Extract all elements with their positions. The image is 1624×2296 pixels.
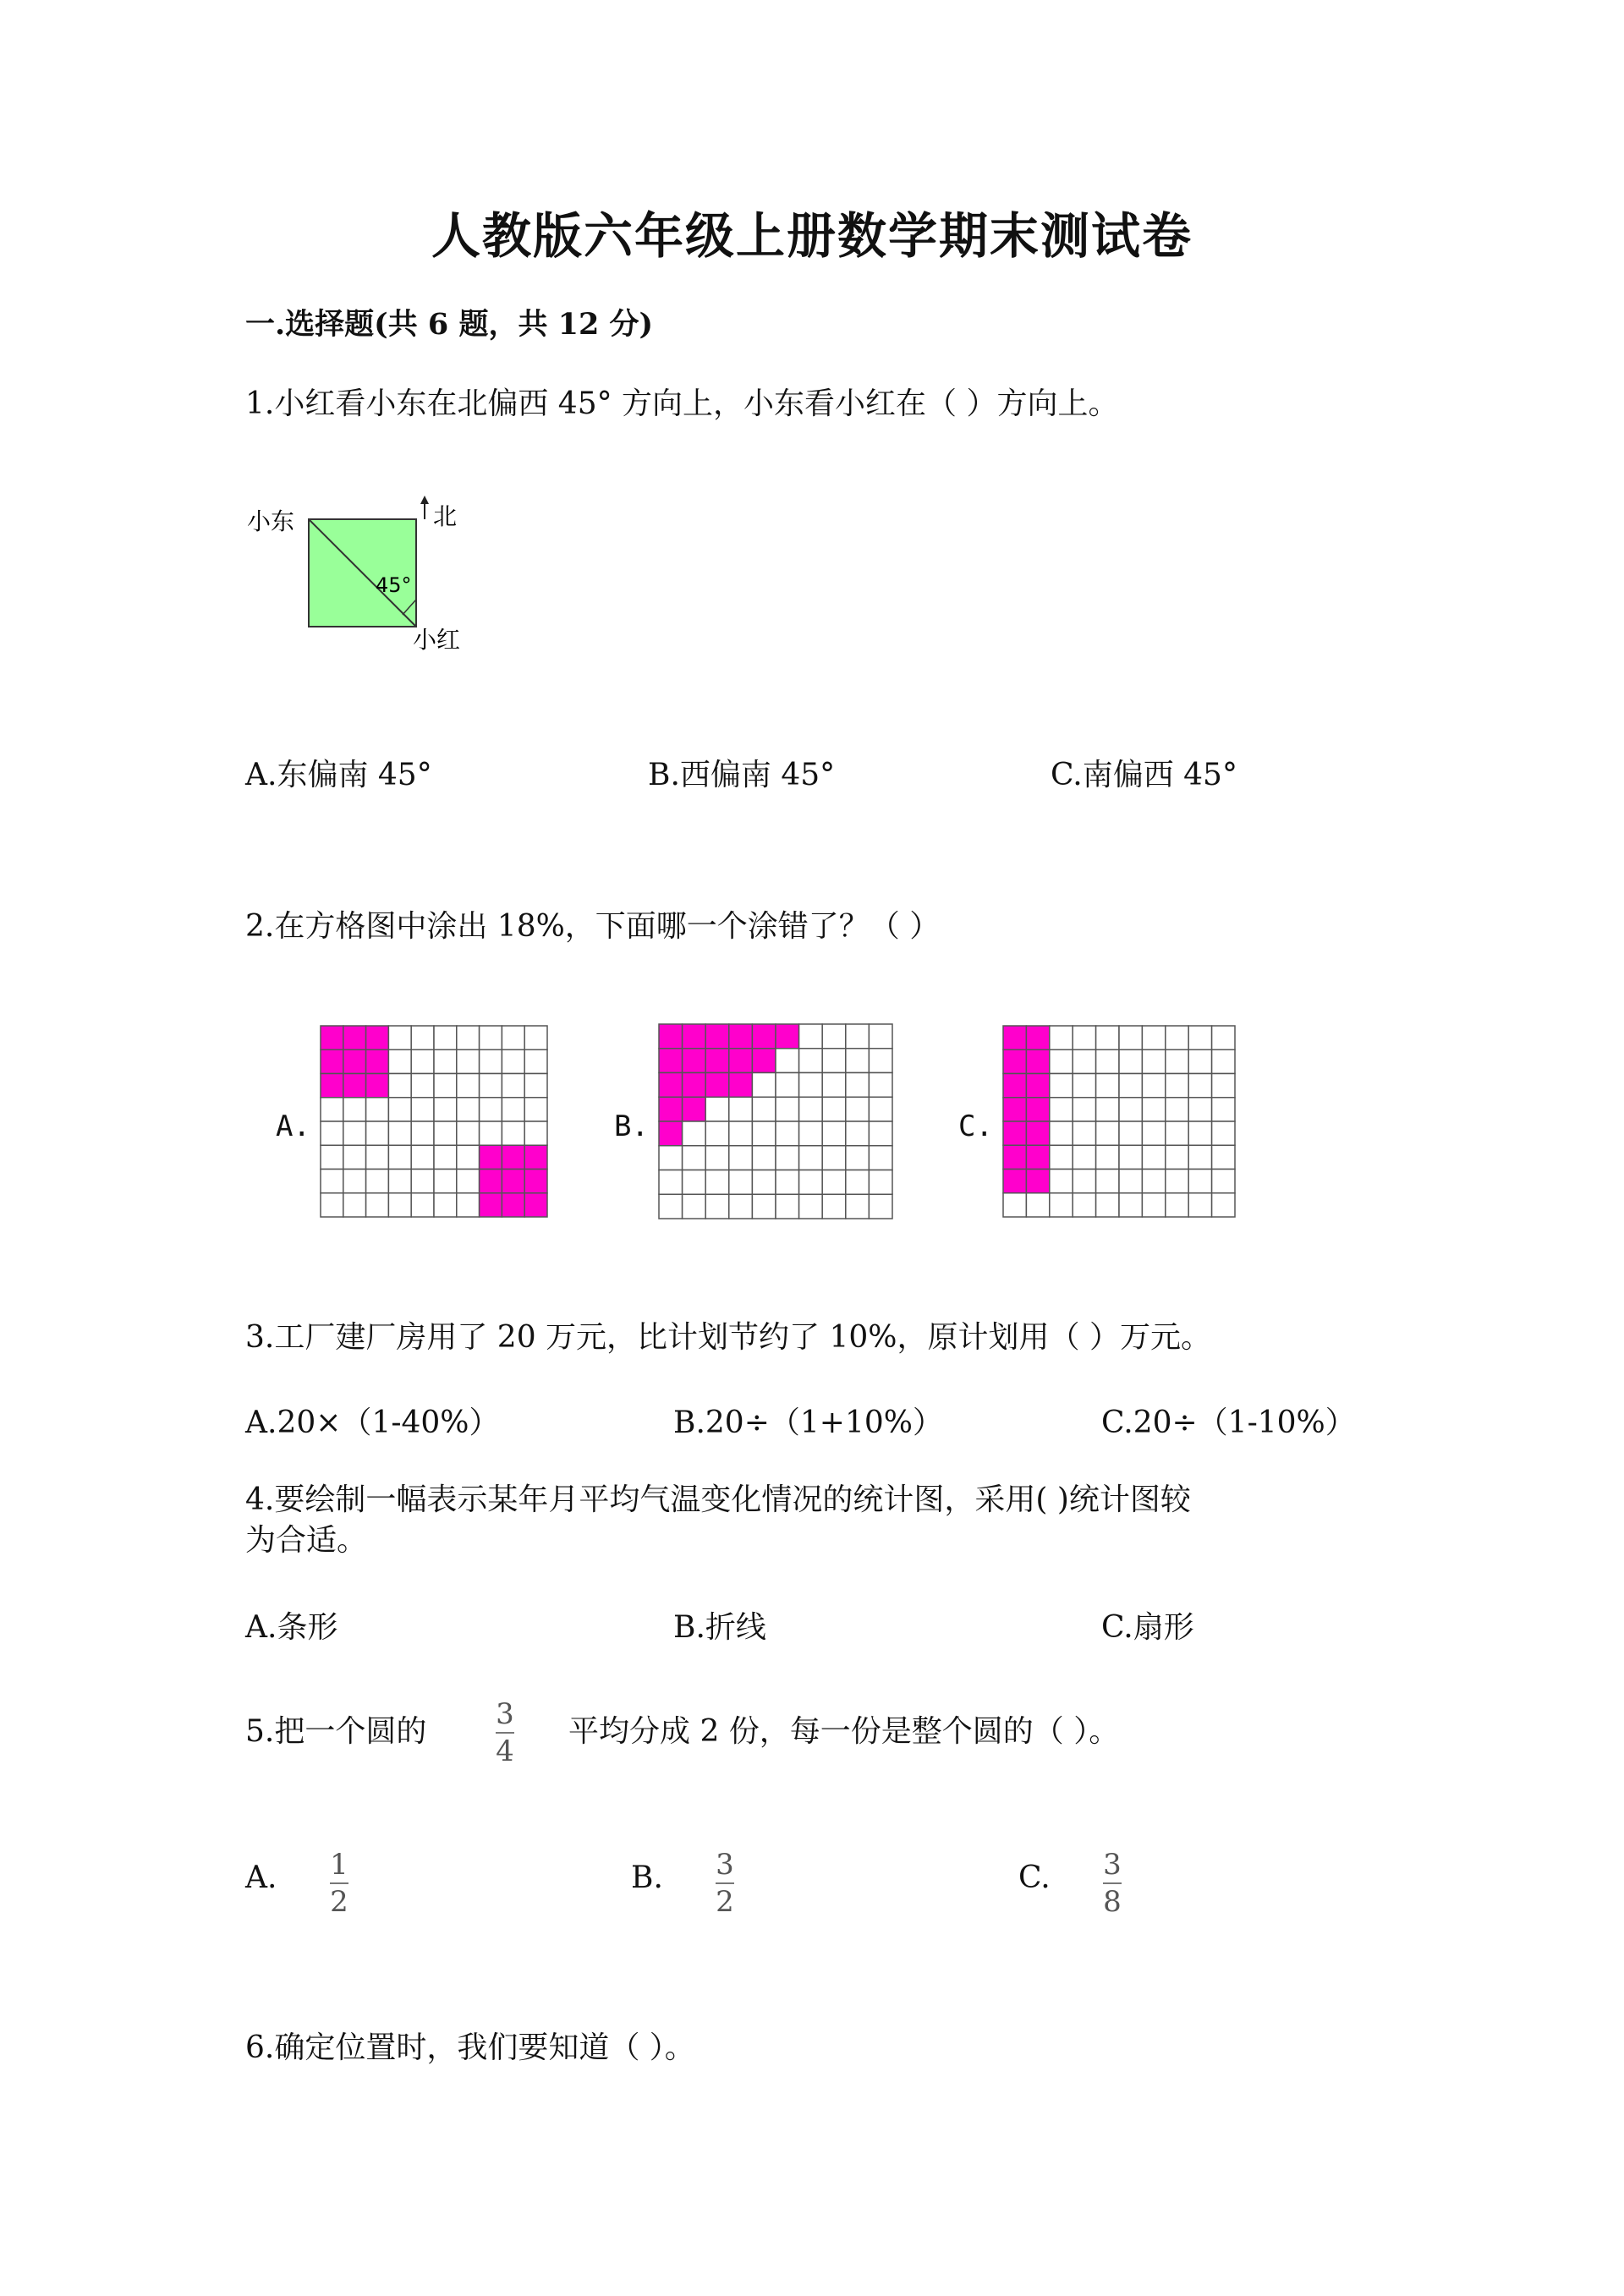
option-a-numerator: 1 — [330, 1848, 348, 1882]
grid-cell — [1212, 1170, 1235, 1193]
grid-cell — [366, 1193, 389, 1217]
grid-cell — [1026, 1049, 1049, 1073]
grid-cell — [343, 1026, 366, 1049]
grid-cell — [457, 1193, 480, 1217]
grid-cell — [1212, 1121, 1235, 1145]
grid-cell — [1003, 1074, 1026, 1098]
grid-cell — [799, 1121, 823, 1146]
grid-cell — [1096, 1170, 1119, 1193]
grid-cell — [729, 1073, 753, 1098]
grid-cell — [752, 1146, 776, 1170]
grid-cell — [480, 1049, 502, 1073]
label-xiaohong: 小红 — [413, 626, 461, 654]
grid-cell — [1188, 1074, 1211, 1098]
grid-cell — [1188, 1145, 1211, 1169]
question-4-line1: 4.要绘制一幅表示某年月平均气温变化情况的统计图，采用( )统计图较 — [245, 1482, 1191, 1517]
grid-cell — [1050, 1145, 1073, 1169]
grid-cell — [799, 1146, 823, 1170]
grid-cell — [1166, 1193, 1188, 1217]
grid-cell — [1119, 1121, 1142, 1145]
grid-cell — [683, 1170, 706, 1195]
grid-cell — [705, 1049, 729, 1073]
option-c-numerator: 3 — [1103, 1848, 1122, 1882]
grid-cell — [1096, 1145, 1119, 1169]
grid-cell — [502, 1121, 524, 1145]
grid-cell — [799, 1073, 823, 1098]
grid-cell — [752, 1194, 776, 1219]
grid-cell — [457, 1121, 480, 1145]
grid-cell — [1003, 1098, 1026, 1121]
grid-cell — [388, 1145, 411, 1169]
option-c-denominator: 8 — [1103, 1885, 1122, 1919]
grid-cell — [1212, 1026, 1235, 1049]
grid-cell — [869, 1121, 892, 1146]
grid-cell — [1096, 1074, 1119, 1098]
grid-cell — [1096, 1193, 1119, 1217]
grid-cell — [366, 1170, 389, 1193]
q5-option-a-label[interactable]: A. — [245, 1860, 277, 1895]
grid-cell — [752, 1024, 776, 1049]
q4-option-b[interactable]: B.折线 — [673, 1610, 766, 1645]
grid-cell — [388, 1074, 411, 1098]
grid-cell — [1050, 1098, 1073, 1121]
grid-cell — [799, 1097, 823, 1121]
q5-fraction-numerator: 3 — [496, 1697, 514, 1731]
grid-cell — [1026, 1121, 1049, 1145]
grid-cell — [846, 1146, 870, 1170]
grid-cell — [1026, 1170, 1049, 1193]
grid-cell — [480, 1170, 502, 1193]
grid-cell — [776, 1097, 799, 1121]
grid-cell — [752, 1170, 776, 1195]
grid-cell — [683, 1194, 706, 1219]
grid-cell — [729, 1024, 753, 1049]
grid-cell — [869, 1049, 892, 1073]
grid-cell — [480, 1121, 502, 1145]
grid-cell — [457, 1049, 480, 1073]
grid-cell — [822, 1024, 846, 1049]
grid-cell — [457, 1098, 480, 1121]
grid-cell — [1188, 1098, 1211, 1121]
q5-fraction-denominator: 4 — [496, 1734, 514, 1768]
option-a-denominator: 2 — [330, 1885, 348, 1919]
grid-cell — [729, 1121, 753, 1146]
grid-cell — [705, 1194, 729, 1219]
grid-cell — [1142, 1074, 1165, 1098]
q5-option-c-label[interactable]: C. — [1018, 1860, 1051, 1895]
grid-cell — [411, 1098, 434, 1121]
grid-cell — [1050, 1193, 1073, 1217]
grid-cell — [411, 1074, 434, 1098]
grid-cell — [524, 1121, 547, 1145]
grid-cell — [1119, 1074, 1142, 1098]
grid-cell — [1026, 1026, 1049, 1049]
grid-cell — [683, 1073, 706, 1098]
grid-cell — [1073, 1145, 1095, 1169]
grid-cell — [776, 1073, 799, 1098]
grid-cell — [388, 1049, 411, 1073]
grid-cell — [1166, 1170, 1188, 1193]
grid-cell — [434, 1049, 457, 1073]
grid-cell — [659, 1194, 683, 1219]
grid-cell — [846, 1073, 870, 1098]
grid-cell — [705, 1121, 729, 1146]
grid-cell — [366, 1145, 389, 1169]
q1-option-a[interactable]: A.东偏南 45° — [245, 758, 432, 792]
question-5-suffix: 平均分成 2 份，每一份是整个圆的（ ）。 — [568, 1714, 1120, 1749]
grid-cell — [822, 1073, 846, 1098]
grid-cell — [1142, 1145, 1165, 1169]
grid-cell — [524, 1026, 547, 1049]
grid-label-c: C. — [958, 1110, 993, 1143]
grid-cell — [1142, 1098, 1165, 1121]
grid-cell — [705, 1146, 729, 1170]
fraction-bar — [496, 1732, 514, 1734]
grid-cell — [502, 1170, 524, 1193]
grid-cell — [343, 1170, 366, 1193]
grid-cell — [321, 1049, 343, 1073]
grid-cell — [434, 1098, 457, 1121]
grid-cell — [799, 1024, 823, 1049]
grid-cell — [1026, 1074, 1049, 1098]
grid-cell — [659, 1170, 683, 1195]
grid-cell — [1119, 1026, 1142, 1049]
grid-cell — [1142, 1170, 1165, 1193]
grid-cell — [776, 1049, 799, 1073]
grid-cell — [659, 1049, 683, 1073]
q5-option-c-fraction[interactable] — [1103, 1849, 1122, 1918]
q1-option-b[interactable]: B.西偏南 45° — [648, 758, 836, 792]
grid-cell — [1050, 1026, 1073, 1049]
grid-cell — [457, 1026, 480, 1049]
grid-cell — [411, 1170, 434, 1193]
grid-cell — [343, 1074, 366, 1098]
grid-cell — [729, 1194, 753, 1219]
grid-cell — [1050, 1170, 1073, 1193]
grid-cell — [457, 1170, 480, 1193]
grid-cell — [343, 1121, 366, 1145]
grid-cell — [343, 1193, 366, 1217]
grid-cell — [776, 1170, 799, 1195]
grid-cell — [799, 1049, 823, 1073]
grid-cell — [411, 1193, 434, 1217]
grid-cell — [846, 1049, 870, 1073]
grid-cell — [846, 1097, 870, 1121]
grid-cell — [366, 1026, 389, 1049]
grid-cell — [869, 1146, 892, 1170]
grid-cell — [869, 1194, 892, 1219]
grid-cell — [729, 1146, 753, 1170]
option-b-numerator: 3 — [716, 1848, 734, 1882]
question-2-text: 2.在方格图中涂出 18%，下面哪一个涂错了？（ ） — [245, 909, 941, 944]
grid-cell — [1119, 1098, 1142, 1121]
grid-cell — [1166, 1074, 1188, 1098]
grid-cell — [343, 1145, 366, 1169]
grid-cell — [480, 1193, 502, 1217]
grid-cell — [480, 1026, 502, 1049]
north-arrow-icon — [420, 496, 429, 504]
grid-cell — [1096, 1026, 1119, 1049]
question-3-text: 3.工厂建厂房用了 20 万元，比计划节约了 10%，原计划用（ ）万元。 — [245, 1320, 1211, 1355]
grid-cell — [683, 1121, 706, 1146]
q5-option-b-label[interactable]: B. — [631, 1860, 663, 1895]
q5-fraction — [496, 1698, 514, 1767]
q3-option-a[interactable]: A.20×（1-40%） — [245, 1406, 500, 1440]
grid-cell — [524, 1170, 547, 1193]
grid-cell — [1003, 1049, 1026, 1073]
grid-cell — [1142, 1193, 1165, 1217]
grid-cell — [434, 1193, 457, 1217]
grid-cell — [502, 1026, 524, 1049]
grid-cell — [729, 1049, 753, 1073]
grid-label-b: B. — [614, 1110, 649, 1143]
grid-cell — [1073, 1170, 1095, 1193]
grid-cell — [822, 1049, 846, 1073]
grid-cell — [1166, 1098, 1188, 1121]
grid-cell — [388, 1121, 411, 1145]
grid-cell — [411, 1026, 434, 1049]
grid-cell — [869, 1024, 892, 1049]
grid-cell — [776, 1121, 799, 1146]
fraction-bar — [330, 1882, 348, 1884]
grid-cell — [1003, 1121, 1026, 1145]
grid-cell — [869, 1170, 892, 1195]
grid-cell — [434, 1074, 457, 1098]
grid-cell — [869, 1097, 892, 1121]
fraction-bar — [716, 1882, 734, 1884]
grid-cell — [1096, 1121, 1119, 1145]
grid-cell — [752, 1121, 776, 1146]
grid-cell — [1212, 1145, 1235, 1169]
grid-cell — [705, 1097, 729, 1121]
grid-cell — [776, 1024, 799, 1049]
grid-cell — [822, 1146, 846, 1170]
angle-label: 45° — [376, 573, 412, 597]
grid-cell — [846, 1194, 870, 1219]
grid-cell — [1212, 1193, 1235, 1217]
grid-cell — [683, 1146, 706, 1170]
grid-cell — [524, 1145, 547, 1169]
grid-cell — [659, 1121, 683, 1146]
label-xiaodong: 小东 — [247, 507, 295, 535]
grid-cell — [366, 1049, 389, 1073]
grid-cell — [321, 1098, 343, 1121]
grid-cell — [846, 1024, 870, 1049]
grid-cell — [1026, 1193, 1049, 1217]
grid-cell — [1142, 1026, 1165, 1049]
grid-cell — [457, 1074, 480, 1098]
grid-cell — [799, 1194, 823, 1219]
grid-cell — [1188, 1026, 1211, 1049]
grid-cell — [502, 1193, 524, 1217]
grid-cell — [1050, 1074, 1073, 1098]
grid-label-a: A. — [276, 1110, 310, 1143]
grid-cell — [705, 1170, 729, 1195]
question-6-text: 6.确定位置时，我们要知道（ ）。 — [245, 2030, 695, 2065]
option-b-denominator: 2 — [716, 1885, 734, 1919]
grid-cell — [1073, 1074, 1095, 1098]
grid-cell — [1073, 1049, 1095, 1073]
question-5-prefix: 5.把一个圆的 — [245, 1714, 427, 1749]
grid-cell — [659, 1073, 683, 1098]
grid-cell — [1073, 1193, 1095, 1217]
grid-cell — [846, 1170, 870, 1195]
grid-cell — [752, 1049, 776, 1073]
grid-cell — [388, 1098, 411, 1121]
grid-cell — [321, 1145, 343, 1169]
grid-cell — [524, 1098, 547, 1121]
grid-cell — [434, 1170, 457, 1193]
grid-cell — [1050, 1049, 1073, 1073]
grid-cell — [1003, 1145, 1026, 1169]
q5-option-b-fraction[interactable] — [716, 1849, 734, 1918]
label-north: 北 — [433, 502, 458, 530]
grid-cell — [729, 1170, 753, 1195]
grid-cell — [411, 1145, 434, 1169]
grid-cell — [343, 1049, 366, 1073]
direction-diagram — [245, 494, 482, 663]
grid-cell — [388, 1170, 411, 1193]
grid-cell — [1166, 1026, 1188, 1049]
grid-cell — [366, 1121, 389, 1145]
grid-cell — [321, 1193, 343, 1217]
grid-cell — [321, 1026, 343, 1049]
grid-cell — [1119, 1170, 1142, 1193]
grid-cell — [1096, 1049, 1119, 1073]
grid-cell — [799, 1170, 823, 1195]
q1-figure — [245, 494, 482, 663]
grid-cell — [1026, 1098, 1049, 1121]
grid-cell — [1096, 1098, 1119, 1121]
q3-option-c[interactable]: C.20÷（1-10%） — [1101, 1406, 1356, 1440]
grid-cell — [366, 1098, 389, 1121]
grid-cell — [434, 1145, 457, 1169]
grid-cell — [1119, 1049, 1142, 1073]
grid-cell — [366, 1074, 389, 1098]
grid-cell — [502, 1145, 524, 1169]
grid-cell — [1119, 1193, 1142, 1217]
grid-cell — [1073, 1098, 1095, 1121]
grid-cell — [1166, 1049, 1188, 1073]
grid-cell — [1188, 1121, 1211, 1145]
grid-cell — [321, 1074, 343, 1098]
q1-option-c[interactable]: C.南偏西 45° — [1051, 758, 1237, 792]
fraction-bar — [1103, 1882, 1122, 1884]
question-1-text: 1.小红看小东在北偏西 45° 方向上，小东看小红在（ ）方向上。 — [245, 386, 1119, 421]
grid-cell — [1003, 1193, 1026, 1217]
grid-cell — [1212, 1074, 1235, 1098]
grid-cell — [683, 1097, 706, 1121]
grid-cell — [752, 1073, 776, 1098]
grid-cell — [752, 1097, 776, 1121]
grid-cell — [434, 1026, 457, 1049]
grid-cell — [1073, 1121, 1095, 1145]
grid-cell — [480, 1098, 502, 1121]
grid-cell — [524, 1049, 547, 1073]
grid-cell — [1073, 1026, 1095, 1049]
grid-cell — [480, 1145, 502, 1169]
page-title: 人教版六年级上册数学期末测试卷 — [431, 207, 1193, 265]
grid-cell — [683, 1024, 706, 1049]
grid-cell — [457, 1145, 480, 1169]
grid-cell — [822, 1194, 846, 1219]
grid-cell — [480, 1074, 502, 1098]
grid-cell — [1188, 1170, 1211, 1193]
grid-cell — [869, 1073, 892, 1098]
q4-option-a[interactable]: A.条形 — [245, 1610, 338, 1645]
grid-cell — [1003, 1170, 1026, 1193]
grid-cell — [659, 1146, 683, 1170]
question-4-line2: 为合适。 — [245, 1523, 368, 1558]
grid-cell — [1166, 1121, 1188, 1145]
grid-cell — [822, 1097, 846, 1121]
grid-cell — [1026, 1145, 1049, 1169]
grid-cell — [729, 1097, 753, 1121]
grid-cell — [1119, 1145, 1142, 1169]
grid-cell — [683, 1049, 706, 1073]
grid-c[interactable] — [1002, 1025, 1236, 1218]
grid-cell — [388, 1193, 411, 1217]
grid-cell — [1188, 1193, 1211, 1217]
grid-cell — [524, 1193, 547, 1217]
grid-cell — [776, 1194, 799, 1219]
grid-cell — [502, 1074, 524, 1098]
grid-cell — [822, 1170, 846, 1195]
grid-cell — [411, 1121, 434, 1145]
grid-b[interactable] — [658, 1023, 893, 1219]
grid-cell — [1212, 1049, 1235, 1073]
grid-cell — [1212, 1098, 1235, 1121]
grid-cell — [1188, 1049, 1211, 1073]
grid-cell — [846, 1121, 870, 1146]
grid-cell — [659, 1024, 683, 1049]
section-heading: 一.选择题(共 6 题，共 12 分) — [245, 307, 654, 342]
grid-cell — [1050, 1121, 1073, 1145]
grid-cell — [776, 1146, 799, 1170]
grid-cell — [705, 1024, 729, 1049]
grid-cell — [524, 1074, 547, 1098]
grid-cell — [822, 1121, 846, 1146]
grid-a[interactable] — [320, 1025, 548, 1218]
grid-cell — [1142, 1121, 1165, 1145]
q3-option-b[interactable]: B.20÷（1+10%） — [673, 1406, 943, 1440]
grid-cell — [705, 1073, 729, 1098]
grid-cell — [1142, 1049, 1165, 1073]
q4-option-c[interactable]: C.扇形 — [1101, 1610, 1194, 1645]
grid-cell — [343, 1098, 366, 1121]
grid-cell — [434, 1121, 457, 1145]
grid-cell — [388, 1026, 411, 1049]
grid-cell — [411, 1049, 434, 1073]
grid-cell — [502, 1049, 524, 1073]
q5-option-a-fraction[interactable] — [330, 1849, 348, 1918]
grid-cell — [659, 1097, 683, 1121]
grid-cell — [321, 1170, 343, 1193]
grid-cell — [1166, 1145, 1188, 1169]
grid-cell — [321, 1121, 343, 1145]
grid-cell — [1003, 1026, 1026, 1049]
grid-cell — [502, 1098, 524, 1121]
